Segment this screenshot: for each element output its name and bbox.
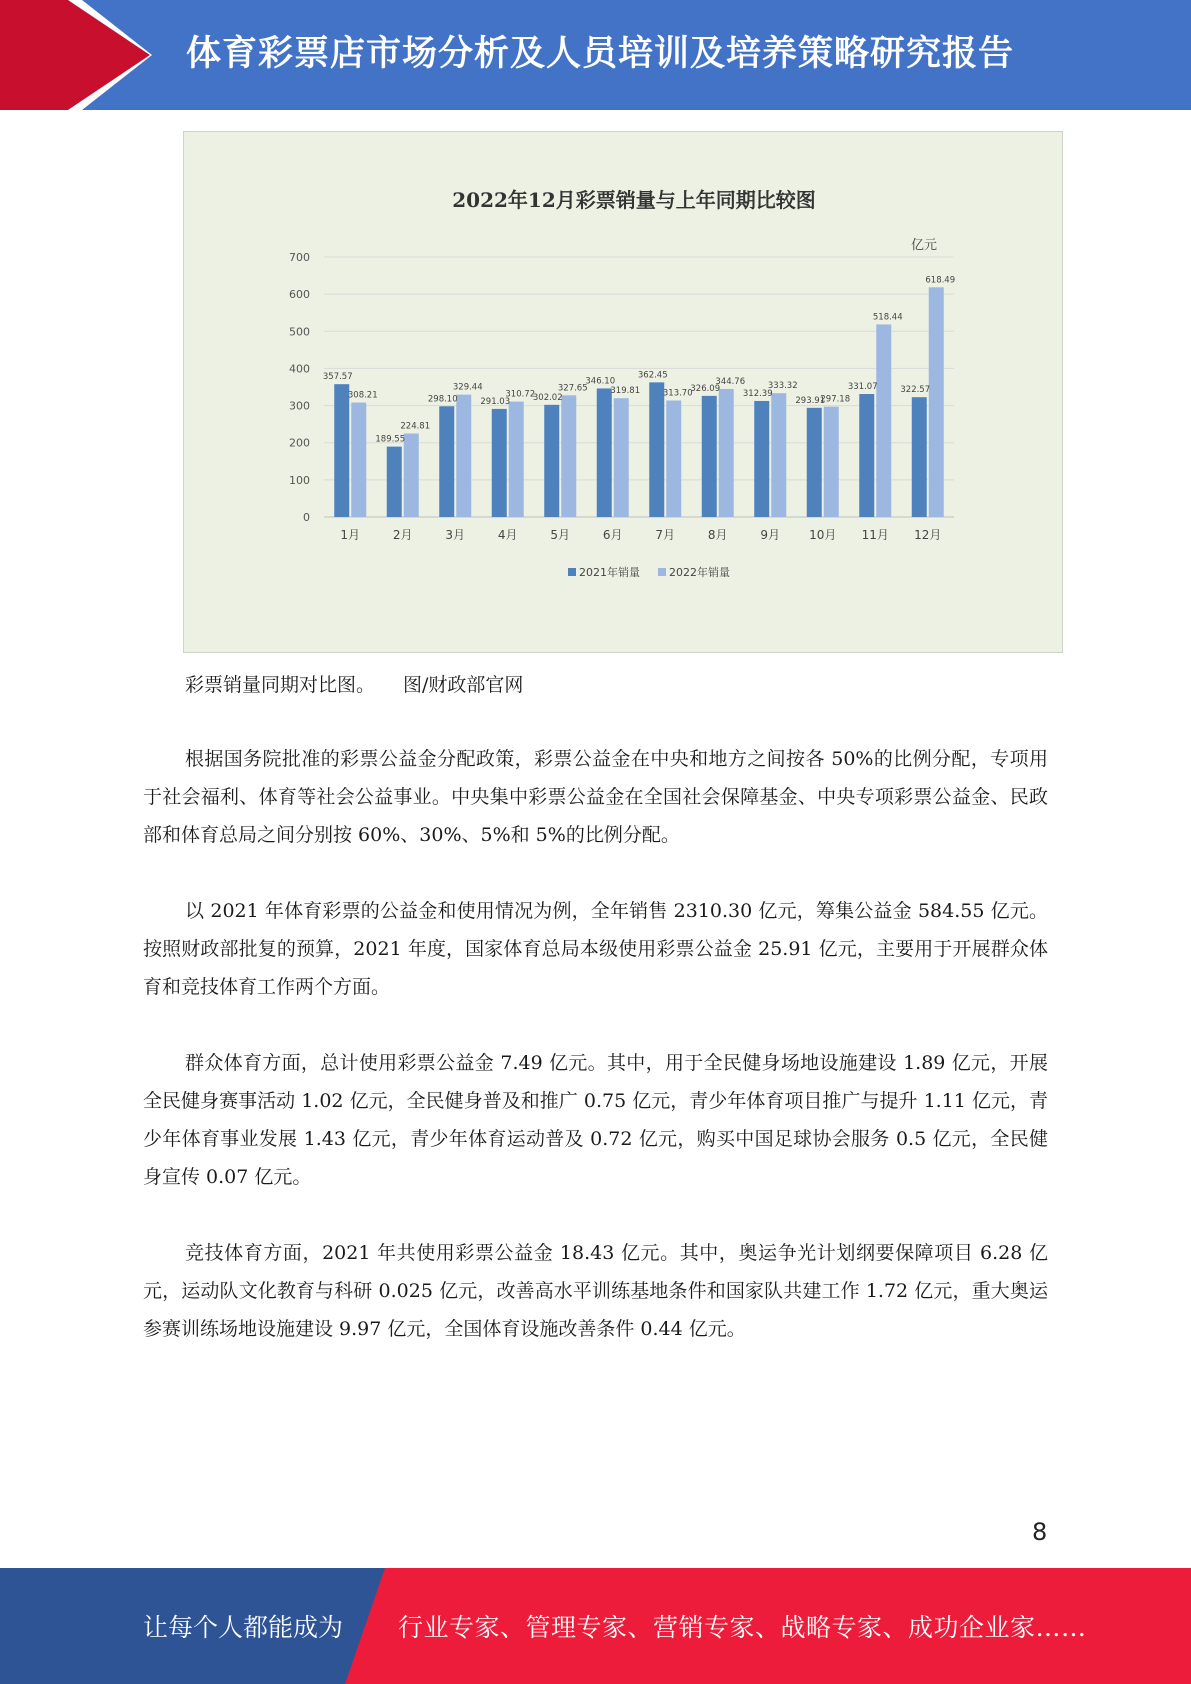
y-tick-label: 200 [289, 436, 310, 450]
data-label: 302.02 [532, 392, 563, 403]
y-tick-label: 700 [289, 251, 310, 264]
y-tick-label: 600 [289, 288, 310, 302]
data-label: 346.10 [585, 376, 616, 387]
bar-2021-1 [334, 384, 349, 517]
data-label: 331.07 [847, 382, 878, 393]
bar-2021-7 [649, 382, 664, 517]
chart-title: 2022年12月彩票销量与上年同期比较图 [452, 188, 816, 212]
data-label: 312.39 [742, 388, 773, 399]
legend-label: 2021年销量 [579, 566, 640, 579]
footer-slogan-left: 让每个人都能成为 [143, 1613, 344, 1642]
footer-slogan-right: 行业专家、管理专家、营销专家、战略专家、成功企业家…… [398, 1613, 1087, 1642]
header-banner [0, 0, 1191, 110]
bar-2021-3 [439, 406, 454, 517]
bar-2022-9 [771, 393, 786, 517]
bar-2021-12 [912, 397, 927, 517]
data-label: 618.49 [925, 275, 956, 286]
x-tick-label: 10月 [809, 528, 837, 542]
bar-2022-7 [666, 400, 681, 517]
data-label: 518.44 [872, 312, 903, 323]
bar-2021-2 [387, 447, 402, 517]
x-tick-label: 6月 [602, 528, 623, 542]
header-chevron-decoration [0, 0, 160, 110]
paragraph-competitive-sports: 竞技体育方面，2021 年共使用彩票公益金 18.43 亿元。其中，奥运争光计划纲要保障项目 6.28 亿元，运动队文化教育与科研 0.025 亿元，改善高水平训练基地条件和国家队共建工作 1.72 亿元，重大奥运参赛训练场地设施建设 9.97 亿元，全国体育设施改善条件 0.44 亿元。 [143, 1242, 1048, 1340]
paragraph-2021-usage: 以 2021 年体育彩票的公益金和使用情况为例，全年销售 2310.30 亿元，筹集公益金 584.55 亿元。按照财政部批复的预算，2021 年度，国家体育总局本级使用彩票公益金 25.91 亿元，主要用于开展群众体育和竞技体育工作两个方面。 [143, 900, 1048, 998]
data-label: 362.45 [637, 370, 668, 381]
x-tick-label: 12月 [914, 528, 942, 542]
figure-caption [185, 670, 523, 697]
x-tick-label: 7月 [655, 528, 676, 542]
data-label: 293.91 [795, 395, 826, 406]
bar-2022-11 [876, 324, 891, 517]
legend-label: 2022年销量 [669, 566, 730, 579]
data-label: 327.65 [557, 383, 588, 394]
paragraph-mass-sports: 群众体育方面，总计使用彩票公益金 7.49 亿元。其中，用于全民健身场地设施建设 1.89 亿元，开展全民健身赛事活动 1.02 亿元，全民健身普及和推广 0.75 亿元，青少年体育项目推广与提升 1.11 亿元，青少年体育事业发展 1.43 亿元，青少年体育运动普及 0.72 亿元，购买中国足球协会服务 0.5 亿元，全民健身宣传 0.07 亿元。 [143, 1052, 1048, 1188]
data-label: 310.72 [505, 389, 536, 400]
data-label: 326.09 [690, 383, 721, 394]
bar-2021-5 [544, 405, 559, 517]
caption-text: 彩票销量同期对比图。 [185, 674, 376, 696]
document-title: 体育彩票店市场分析及人员培训及培养策略研究报告 [186, 34, 1015, 74]
x-tick-label: 8月 [707, 528, 728, 542]
bar-2021-9 [754, 401, 769, 517]
bar-2022-2 [404, 433, 419, 517]
y-tick-label: 100 [289, 473, 310, 487]
data-label: 308.21 [347, 390, 378, 401]
x-tick-label: 4月 [497, 528, 518, 542]
data-label: 319.81 [610, 386, 641, 397]
data-label: 297.18 [820, 394, 851, 405]
chart-unit-label: 亿元 [910, 238, 938, 253]
bar-2021-10 [807, 408, 822, 517]
bar-2022-5 [561, 395, 576, 517]
x-tick-label: 9月 [760, 528, 781, 542]
data-label: 333.32 [767, 381, 798, 392]
bar-2022-1 [351, 403, 366, 517]
bar-2022-8 [719, 389, 734, 517]
y-tick-label: 0 [303, 511, 310, 524]
bar-2021-4 [492, 409, 507, 517]
data-label: 329.44 [452, 382, 483, 393]
data-label: 322.57 [900, 385, 931, 396]
data-label: 357.57 [322, 372, 353, 383]
page-number: 8 [1032, 1518, 1048, 1546]
y-tick-label: 400 [289, 362, 310, 376]
chart-figure [183, 131, 1063, 653]
bar-2022-10 [824, 407, 839, 517]
data-label: 298.10 [427, 394, 458, 405]
y-tick-label: 300 [289, 399, 310, 413]
bar-2022-4 [509, 402, 524, 517]
footer-banner [0, 1568, 1191, 1684]
data-label: 189.55 [375, 434, 406, 445]
data-label: 224.81 [400, 421, 431, 432]
data-label: 313.70 [662, 388, 693, 399]
legend-swatch [568, 568, 576, 576]
data-label: 291.03 [480, 396, 511, 407]
caption-source: 图/财政部官网 [403, 674, 524, 696]
y-tick-label: 500 [289, 325, 310, 339]
bar-2021-11 [859, 394, 874, 517]
data-label: 344.76 [715, 376, 746, 387]
bar-2021-6 [597, 388, 612, 517]
bar-2022-12 [929, 287, 944, 517]
x-tick-label: 2月 [392, 528, 413, 542]
legend-swatch [658, 568, 666, 576]
bar-2022-6 [614, 398, 629, 517]
bar-2021-8 [702, 396, 717, 517]
bar-chart [184, 132, 1064, 654]
x-tick-label: 11月 [861, 528, 889, 542]
paragraph-distribution-policy: 根据国务院批准的彩票公益金分配政策，彩票公益金在中央和地方之间按各 50%的比例分配，专项用于社会福利、体育等社会公益事业。中央集中彩票公益金在全国社会保障基金、中央专项彩票公益金、民政部和体育总局之间分别按 60%、30%、5%和 5%的比例分配。 [143, 748, 1048, 846]
bar-2022-3 [456, 395, 471, 517]
x-tick-label: 1月 [340, 528, 361, 542]
x-tick-label: 3月 [445, 528, 466, 542]
x-tick-label: 5月 [550, 528, 571, 542]
